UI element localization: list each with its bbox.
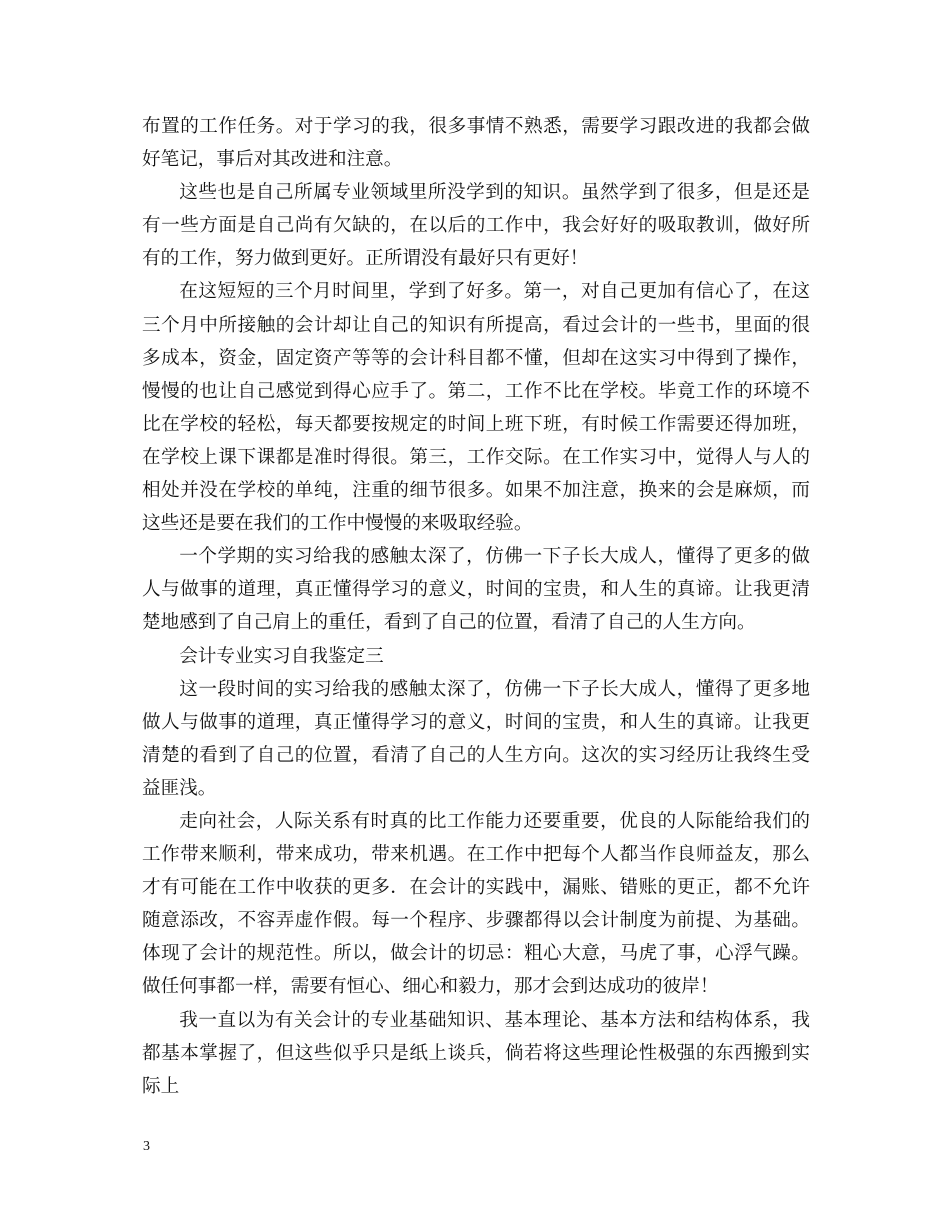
paragraph-continued: 布置的工作任务。对于学习的我，很多事情不熟悉，需要学习跟改进的我都会做好笔记，事后对其改进和注意。 bbox=[142, 116, 810, 171]
section-heading: 会计专业实习自我鉴定三 bbox=[179, 645, 384, 667]
paragraph-three-months: 在这短短的三个月时间里，学到了好多。第一，对自己更加有信心了，在这三个月中所接触的会计却让自己的知识有所提高，看过会计的一些书，里面的很多成本，资金，固定资产等等的会计科目都不懂，但却在这实习中得到了操作，慢慢的也让自己感觉到得心应手了。第二，工作不比在学校。毕竟工作的环境不比在学校的轻松，每天都要按规定的时间上班下班，有时候工作需要还得加班，在学校上课下课都是准时得很。第三，工作交际。在工作实习中，觉得人与人的相处并没在学校的单纯，注重的细节很多。如果不加注意，换来的会是麻烦，而这些还是要在我们的工作中慢慢的来吸取经验。 bbox=[142, 281, 810, 535]
paragraph-theory-practice: 我一直以为有关会计的专业基础知识、基本理论、基本方法和结构体系，我都基本掌握了，但这些似乎只是纸上谈兵，倘若将这些理论性极强的东西搬到实际上 bbox=[142, 1009, 810, 1097]
paragraph-internship-feelings: 这一段时间的实习给我的感触太深了，仿佛一下子长大成人，懂得了更多地做人与做事的道理，真正懂得学习的意义，时间的宝贵，和人生的真谛。让我更清楚的看到了自己的位置，看清了自己的人生方向。这次的实习经历让我终生受益匪浅。 bbox=[142, 678, 810, 799]
page-number: 3 bbox=[143, 1139, 150, 1154]
paragraph-unlearned-knowledge: 这些也是自己所属专业领域里所没学到的知识。虽然学到了很多，但是还是有一些方面是自己尚有欠缺的，在以后的工作中，我会好好的吸取教训，做好所有的工作，努力做到更好。正所谓没有最好只有更好！ bbox=[142, 182, 810, 270]
paragraph-social-relations: 走向社会，人际关系有时真的比工作能力还要重要，优良的人际能给我们的工作带来顺利，带来成功，带来机遇。在工作中把每个人都当作良师益友，那么才有可能在工作中收获的更多．在会计的实践中，漏账、错账的更正，都不允许随意添改，不容弄虚作假。每一个程序、步骤都得以会计制度为前提、为基础。体现了会计的规范性。所以，做会计的切忌：粗心大意，马虎了事，心浮气躁。做任何事都一样，需要有恒心、细心和毅力，那才会到达成功的彼岸！ bbox=[142, 810, 810, 998]
paragraph-semester-internship: 一个学期的实习给我的感触太深了，仿佛一下子长大成人，懂得了更多的做人与做事的道理，真正懂得学习的意义，时间的宝贵，和人生的真谛。让我更清楚地感到了自己肩上的重任，看到了自己的位置，看清了自己的人生方向。 bbox=[142, 546, 810, 634]
body-text bbox=[142, 110, 810, 1103]
